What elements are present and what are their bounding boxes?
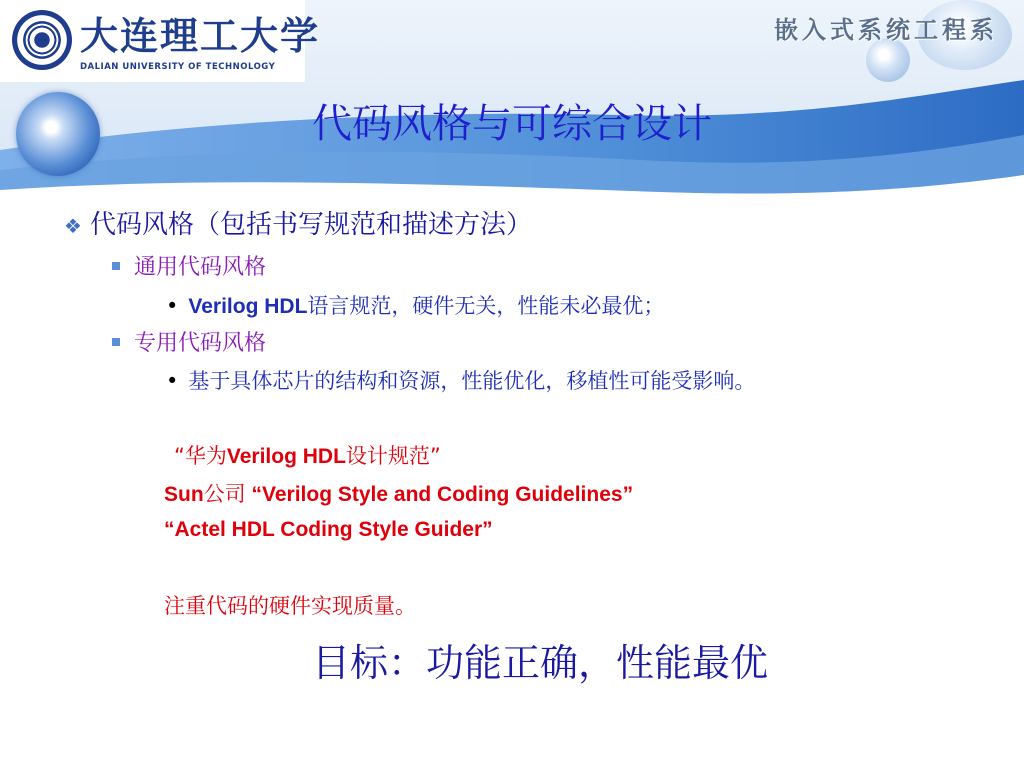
ref-sun-company: 公司	[203, 482, 246, 506]
dot-bullet-icon: •	[166, 369, 179, 393]
quality-note	[164, 590, 416, 622]
square-bullet-icon	[112, 338, 120, 346]
dot-bullet-icon: •	[166, 294, 179, 318]
ref-huawei-open: “华为	[174, 444, 227, 468]
quality-note-text: 注重代码的硬件实现质量。	[164, 594, 416, 618]
reference-sun	[164, 478, 633, 510]
general-detail-text: 语言规范，硬件无关，性能未必最优；	[307, 294, 665, 318]
reference-huawei	[174, 440, 441, 472]
general-style-label: 通用代码风格	[134, 255, 267, 280]
square-bullet-icon	[112, 262, 120, 270]
ref-sun-prefix: Sun	[164, 483, 204, 506]
ref-huawei-mid: Verilog HDL	[226, 445, 346, 468]
topic-text: 代码风格（包括书写规范和描述方法）	[89, 210, 532, 240]
logo-chinese-name: 大连理工大学	[80, 13, 321, 58]
general-style-detail	[166, 291, 664, 321]
logo-english-name: DALIAN UNIVERSITY OF TECHNOLOGY	[80, 62, 276, 72]
specific-detail-text: 基于具体芯片的结构和资源，性能优化，移植性可能受影响。	[188, 369, 756, 393]
slide-title: 代码风格与可综合设计	[312, 101, 712, 147]
general-style-item	[112, 254, 266, 282]
general-detail-strong: Verilog HDL	[188, 295, 308, 318]
ref-sun-title: “Verilog Style and Coding Guidelines”	[245, 483, 634, 506]
specific-style-detail	[166, 366, 755, 396]
department-label: 嵌入式系统工程系	[774, 15, 998, 44]
diamond-cluster-icon: ❖	[64, 214, 82, 238]
specific-style-label: 专用代码风格	[134, 331, 267, 356]
topic-item	[64, 208, 532, 242]
specific-style-item	[112, 330, 266, 358]
ref-huawei-close: 设计规范”	[345, 444, 441, 468]
goal-statement: 目标：功能正确，性能最优	[311, 641, 768, 685]
reference-actel: “Actel HDL Coding Style Guider”	[164, 518, 493, 541]
